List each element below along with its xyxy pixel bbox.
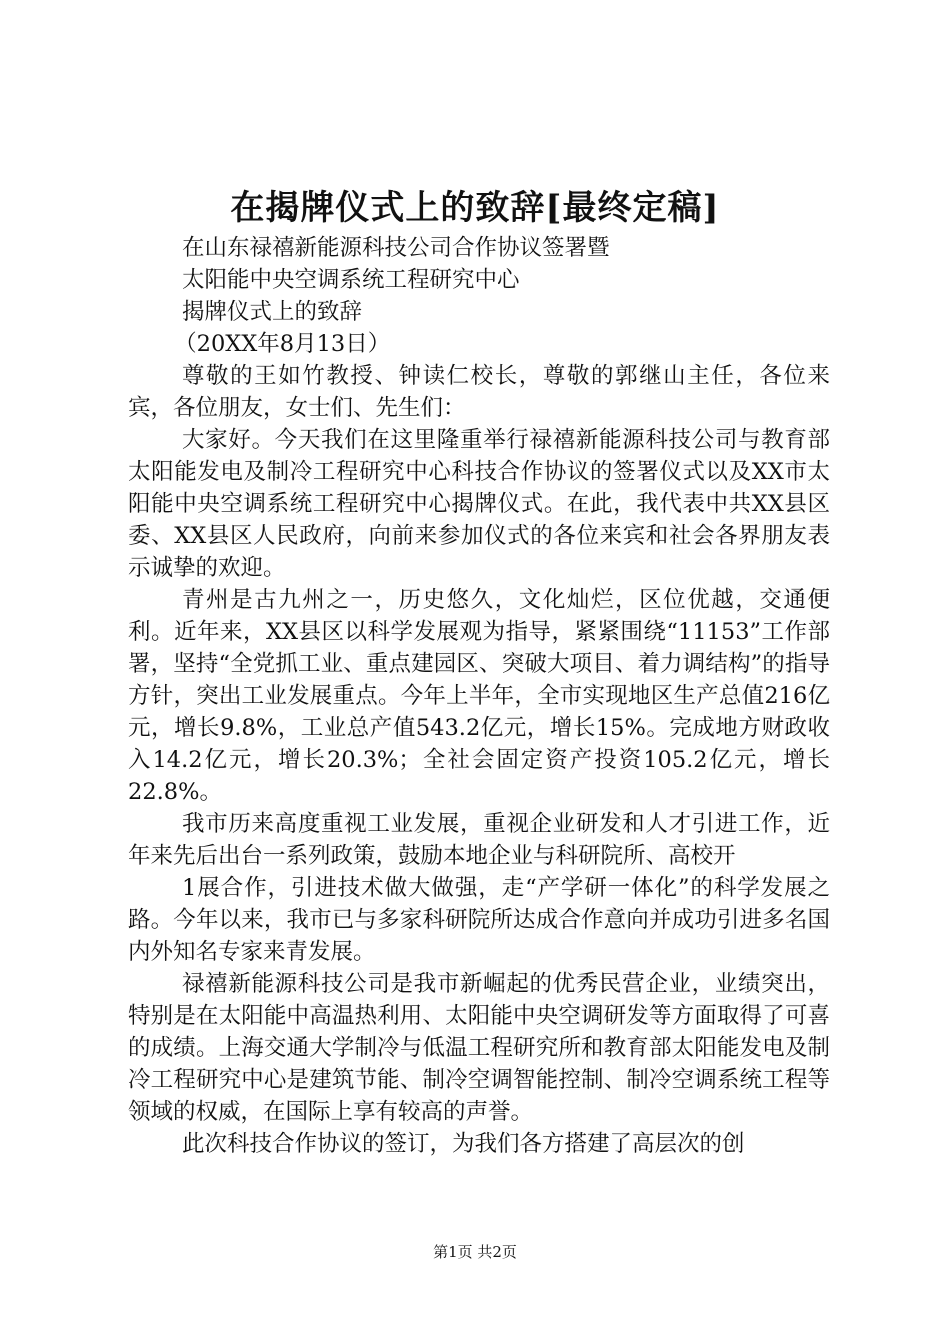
speech-date: （20XX年8月13日）	[174, 331, 391, 357]
agreement-paragraph: 此次科技合作协议的签订，为我们各方搭建了高层次的创	[182, 1131, 745, 1157]
company-intro-paragraph: 禄禧新能源科技公司是我市新崛起的优秀民营企业，业绩突出，特别是在太阳能中高温热利用、太阳能中央空调研发等方面取得了可喜的成绩。上海交通大学制冷与低温工程研究所和教育部太阳能发电及制冷工程研究中心是建筑节能、制冷空调智能控制、制冷空调系统工程等领域的权威，在国际上享有较高的声誉。	[128, 971, 830, 1125]
heading-line-3: 揭牌仪式上的致辞	[182, 299, 363, 325]
document-body	[128, 232, 830, 1160]
cooperation-paragraph: 1展合作，引进技术做大做强，走“产学研一体化”的科学发展之路。今年以来，我市已与多家科研院所达成合作意向并成功引进多名国内外知名专家来青发展。	[128, 875, 830, 965]
welcome-paragraph: 大家好。今天我们在这里隆重举行禄禧新能源科技公司与教育部太阳能发电及制冷工程研究中心科技合作协议的签署仪式以及XX市太阳能中央空调系统工程研究中心揭牌仪式。在此，我代表中共XX县区委、XX县区人民政府，向前来参加仪式的各位来宾和社会各界朋友表示诚挚的欢迎。	[128, 427, 830, 581]
page-footer: 第1页 共2页	[433, 1243, 517, 1261]
heading-line-2: 太阳能中央空调系统工程研究中心	[182, 267, 520, 293]
industry-policy-paragraph: 我市历来高度重视工业发展，重视企业研发和人才引进工作，近年来先后出台一系列政策，鼓励本地企业与科研院所、高校开	[128, 811, 830, 869]
heading-line-1: 在山东禄禧新能源科技公司合作协议签署暨	[182, 235, 610, 261]
salutation-paragraph: 尊敬的王如竹教授、钟读仁校长，尊敬的郭继山主任，各位来宾，各位朋友，女士们、先生们：	[128, 363, 830, 421]
document-title: 在揭牌仪式上的致辞[最终定稿]	[230, 188, 720, 228]
qingzhou-overview-paragraph: 青州是古九州之一，历史悠久，文化灿烂，区位优越，交通便利。近年来，XX县区以科学发展观为指导，紧紧围绕“11153”工作部署，坚持“全党抓工业、重点建园区、突破大项目、着力调结构”的指导方针，突出工业发展重点。今年上半年，全市实现地区生产总值216亿元，增长9.8%，工业总产值543.2亿元，增长15%。完成地方财政收入14.2亿元，增长20.3%；全社会固定资产投资105.2亿元，增长22.8%。	[128, 587, 830, 805]
